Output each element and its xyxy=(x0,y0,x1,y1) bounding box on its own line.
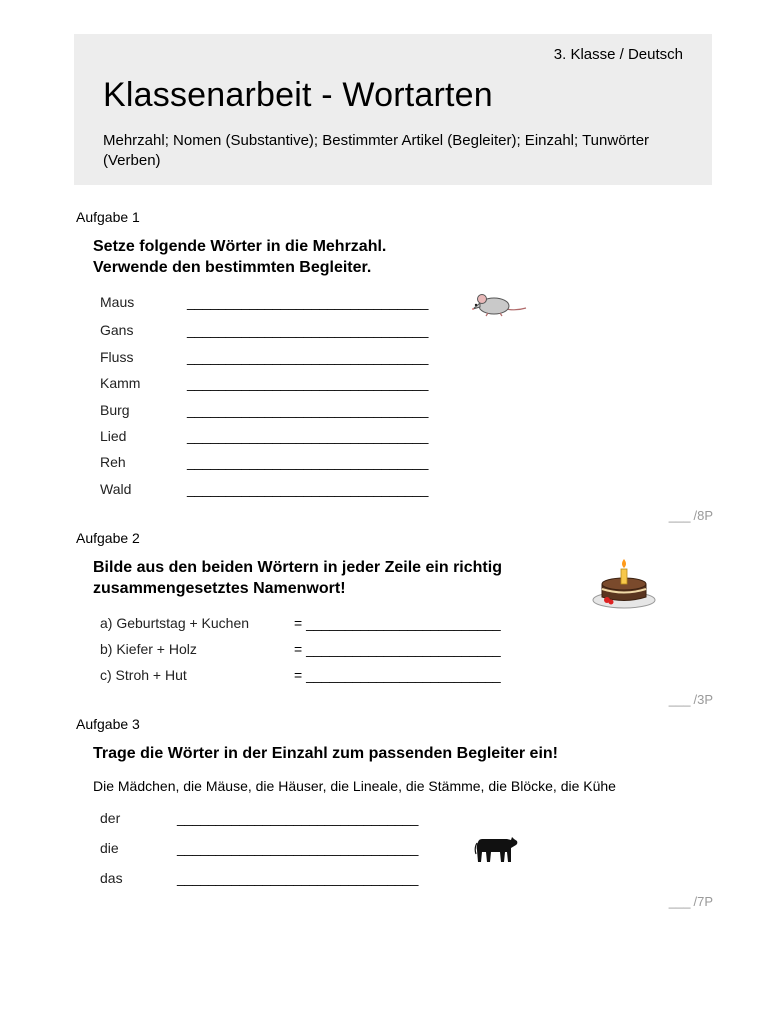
task3-article: der xyxy=(100,810,121,826)
header-box xyxy=(74,34,712,185)
task1-instruction-line1: Setze folgende Wörter in die Mehrzahl. xyxy=(93,238,387,255)
task2-instruction-line1: Bilde aus den beiden Wörtern in jeder Zeile ein richtig xyxy=(93,559,502,576)
task3-score-blank[interactable]: ___ xyxy=(668,894,691,909)
task3-article: die xyxy=(100,840,119,856)
task1-answer-line[interactable]: _______________________________ xyxy=(187,402,429,418)
task3-answer-line[interactable]: _______________________________ xyxy=(177,870,419,886)
task1-answer-line[interactable]: _______________________________ xyxy=(187,375,429,391)
task1-label: Aufgabe 1 xyxy=(76,209,140,225)
task1-answer-line[interactable]: _______________________________ xyxy=(187,428,429,444)
task1-word: Lied xyxy=(100,428,127,444)
task1-word: Fluss xyxy=(100,349,134,365)
task1-word: Burg xyxy=(100,402,130,418)
task3-score xyxy=(666,894,713,909)
task2-answer-line[interactable]: = _________________________ xyxy=(294,667,501,683)
task2-instruction xyxy=(93,557,502,599)
task1-answer-line[interactable]: _______________________________ xyxy=(187,349,429,365)
task2-score-blank[interactable]: ___ xyxy=(668,692,691,707)
task3-answer-line[interactable]: _______________________________ xyxy=(177,840,419,856)
task1-word: Wald xyxy=(100,481,132,497)
task1-word: Reh xyxy=(100,454,126,470)
task1-word: Gans xyxy=(100,322,134,338)
page-title: Klassenarbeit - Wortarten xyxy=(103,76,493,114)
task3-score-points: /7P xyxy=(693,894,713,909)
grade-subject: 3. Klasse / Deutsch xyxy=(553,46,683,63)
task1-answer-line[interactable]: _______________________________ xyxy=(187,294,429,310)
birthday-cake-icon xyxy=(590,556,658,612)
task3-label: Aufgabe 3 xyxy=(76,716,140,732)
task1-score xyxy=(666,508,713,523)
task2-row: c) Stroh + Hut xyxy=(100,667,187,683)
task2-label: Aufgabe 2 xyxy=(76,530,140,546)
task2-row: a) Geburtstag + Kuchen xyxy=(100,615,250,631)
topics: Mehrzahl; Nomen (Substantive); Bestimmter Artikel (Begleiter); Einzahl; Tunwörter (Verben) xyxy=(103,132,650,169)
task1-instruction xyxy=(93,236,386,278)
task1-word: Kamm xyxy=(100,375,141,391)
task1-instruction-line2: Verwende den bestimmten Begleiter. xyxy=(93,259,372,276)
task3-answer-line[interactable]: _______________________________ xyxy=(177,810,419,826)
task1-word: Maus xyxy=(100,294,135,310)
task3-instruction: Trage die Wörter in der Einzahl zum passenden Begleiter ein! xyxy=(93,745,558,762)
task2-score-points: /3P xyxy=(693,692,713,707)
task1-answer-line[interactable]: _______________________________ xyxy=(187,481,429,497)
cow-icon xyxy=(474,834,520,864)
task1-answer-line[interactable]: _______________________________ xyxy=(187,322,429,338)
task3-word-list: Die Mädchen, die Mäuse, die Häuser, die Lineale, die Stämme, die Blöcke, die Kühe xyxy=(93,778,616,794)
mouse-icon xyxy=(470,290,528,318)
task2-answer-line[interactable]: = _________________________ xyxy=(294,641,501,657)
task3-article: das xyxy=(100,870,123,886)
task2-instruction-line2: zusammengesetztes Namenwort! xyxy=(93,580,346,597)
task1-answer-line[interactable]: _______________________________ xyxy=(187,454,429,470)
task2-answer-line[interactable]: = _________________________ xyxy=(294,615,501,631)
task2-score xyxy=(666,692,713,707)
task1-score-points: /8P xyxy=(693,508,713,523)
task2-row: b) Kiefer + Holz xyxy=(100,641,197,657)
task1-score-blank[interactable]: ___ xyxy=(668,508,691,523)
